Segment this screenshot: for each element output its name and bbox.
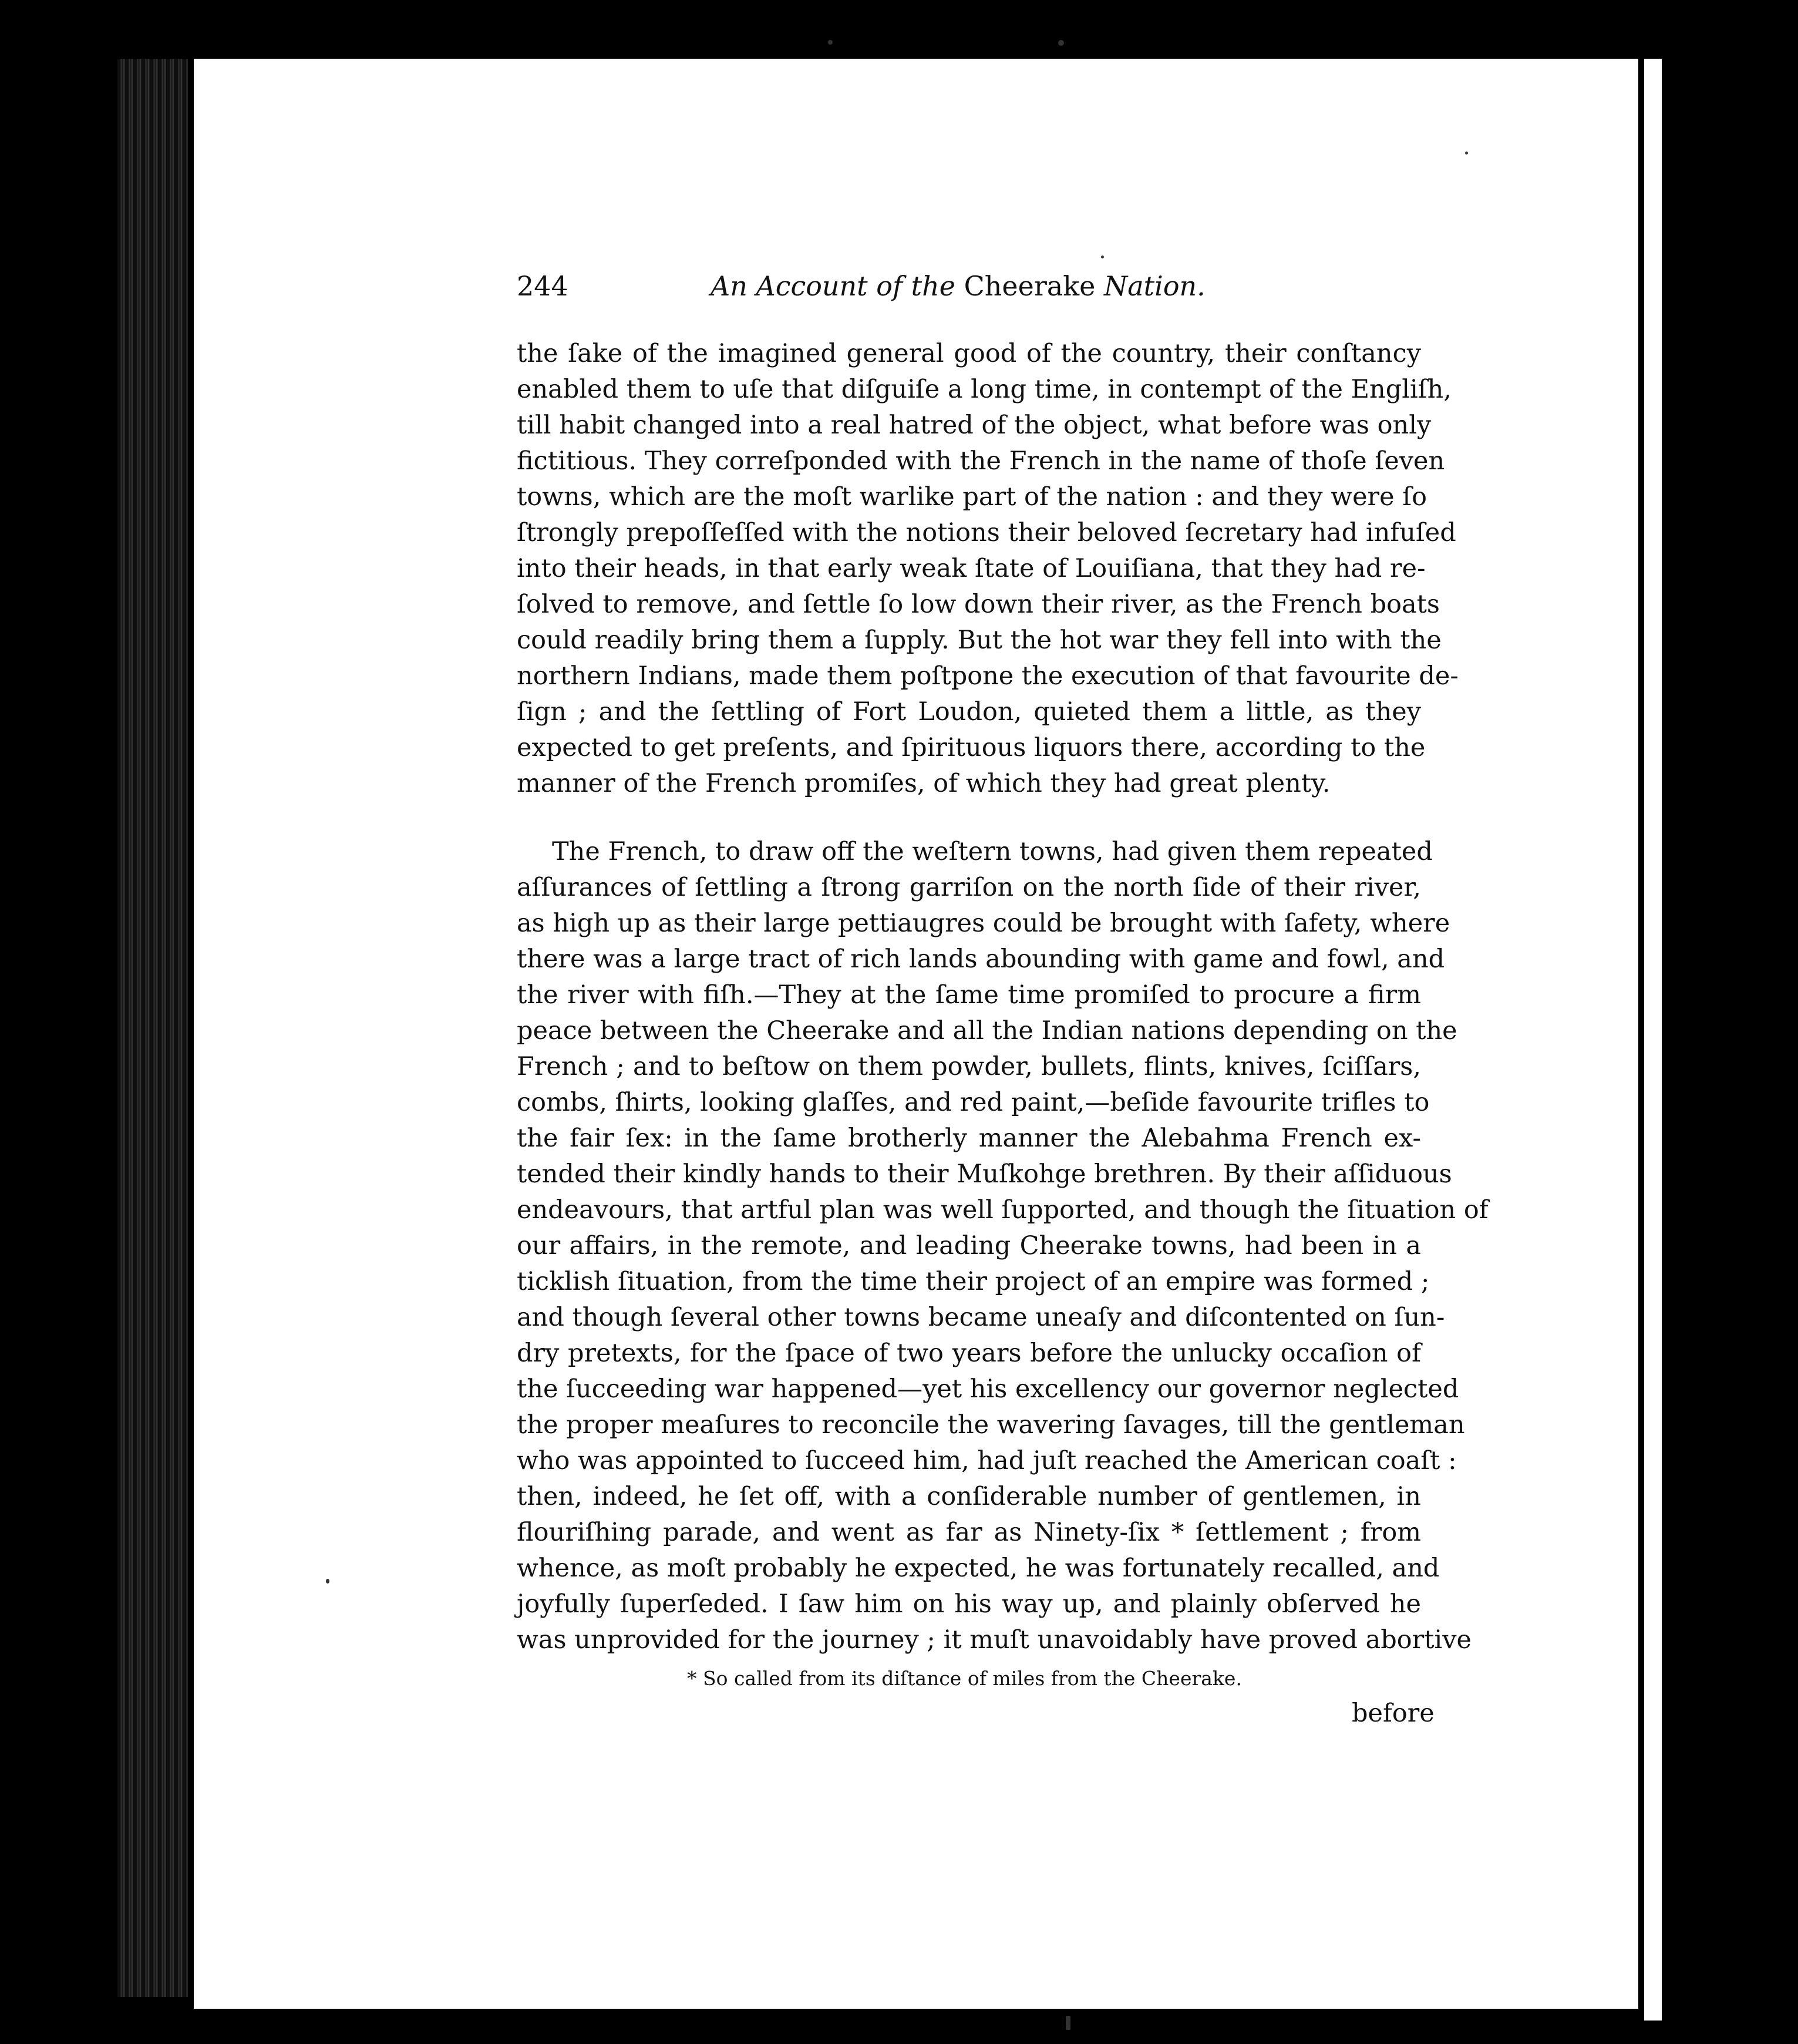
text-line: ſign ; and the ſettling of Fort Loudon, quieted them a little, as they <box>517 697 1421 727</box>
footnote: * So called from its diſtance of miles from the Cheerake. <box>687 1667 1242 1690</box>
running-title-italic-end: Nation. <box>1103 270 1206 302</box>
text-line: and though ſeveral other towns became uneaſy and diſcontented on ſun- <box>517 1303 1445 1332</box>
text-line: towns, which are the moſt warlike part of the nation : and they were ſo <box>517 482 1427 512</box>
running-title-italic: An Account of the <box>711 270 955 302</box>
text-line: fictitious. They correſponded with the French in the name of thoſe ſeven <box>517 446 1445 476</box>
facing-page-edge <box>1644 59 1662 2021</box>
text-line: endeavours, that artful plan was well ſupported, and though the ſituation of <box>517 1195 1489 1225</box>
text-line: was unprovided for the journey ; it muſt unavoidably have proved abortive <box>517 1625 1472 1655</box>
running-head <box>517 270 1233 311</box>
text-line: The French, to draw off the weſtern towns, had given them repeated <box>552 837 1433 866</box>
text-line: who was appointed to ſucceed him, had juſt reached the American coaſt : <box>517 1446 1457 1475</box>
text-line: ſtrongly prepoſſeſſed with the notions their beloved ſecretary had infuſed <box>517 518 1456 547</box>
scan-speck <box>828 40 833 45</box>
scan-speck <box>326 1579 329 1584</box>
scan-speck <box>1465 152 1468 154</box>
text-line: enabled them to uſe that diſguiſe a long time, in contempt of the Engliſh, <box>517 375 1452 404</box>
text-line: as high up as their large pettiaugres could be brought with ſafety, where <box>517 909 1450 938</box>
text-line: whence, as moſt probably he expected, he was fortunately recalled, and <box>517 1554 1440 1583</box>
text-line: the ſucceeding war happened—yet his excellency our governor neglected <box>517 1374 1459 1404</box>
text-line: northern Indians, made them poſtpone the execution of that favourite de- <box>517 661 1459 691</box>
scan-speck <box>1101 256 1104 258</box>
text-line: aſſurances of ſettling a ſtrong garriſon on the north ſide of their river, <box>517 873 1421 902</box>
text-line: French ; and to beſtow on them powder, bullets, flints, knives, ſciſſars, <box>517 1052 1421 1081</box>
text-line: the proper meaſures to reconcile the wavering ſavages, till the gentleman <box>517 1410 1465 1440</box>
text-line: there was a large tract of rich lands abounding with game and fowl, and <box>517 944 1445 974</box>
paragraph-1 <box>517 336 1459 802</box>
text-line: expected to get preſents, and ſpirituous liquors there, according to the <box>517 733 1426 762</box>
text-line: the ſake of the imagined general good of the country, their conſtancy <box>517 339 1421 368</box>
catchword: before <box>1352 1699 1435 1728</box>
paragraph-2 <box>517 834 1489 1658</box>
text-line: the river with fiſh.—They at the ſame time promiſed to procure a firm <box>517 980 1421 1010</box>
text-line: manner of the French promiſes, of which they had great plenty. <box>517 769 1331 798</box>
text-line: till habit changed into a real hatred of the object, what before was only <box>517 411 1432 440</box>
scan-speck <box>1066 2016 1070 2030</box>
text-line: ſolved to remove, and ſettle ſo low down their river, as the French boats <box>517 590 1440 619</box>
text-line: joyfully ſuperſeded. I ſaw him on his way up, and plainly obſerved he <box>517 1589 1421 1619</box>
running-title-nation-name: Cheerake <box>964 270 1096 302</box>
text-line: peace between the Cheerake and all the Indian nations depending on the <box>517 1016 1457 1045</box>
text-line: ticklish ſituation, from the time their project of an empire was formed ; <box>517 1267 1430 1296</box>
text-line: flouriſhing parade, and went as far as Ninety-ſix * ſettlement ; from <box>517 1518 1421 1547</box>
running-title <box>711 270 1206 302</box>
text-line: then, indeed, he ſet off, with a conſiderable number of gentlemen, in <box>517 1482 1421 1511</box>
text-line: into their heads, in that early weak ſtate of Louiſiana, that they had re- <box>517 554 1426 583</box>
text-line: the fair ſex: in the ſame brotherly manner the Alebahma French ex- <box>517 1124 1421 1153</box>
text-line: tended their kindly hands to their Muſkohge brethren. By their aſſiduous <box>517 1159 1452 1189</box>
text-line: could readily bring them a ſupply. But the hot war they fell into with the <box>517 626 1442 655</box>
text-line: dry pretexts, for the ſpace of two years before the unlucky occaſion of <box>517 1339 1421 1368</box>
text-line: our affairs, in the remote, and leading Cheerake towns, had been in a <box>517 1231 1421 1260</box>
text-line: combs, ſhirts, looking glaſſes, and red paint,—beſide favourite trifles to <box>517 1088 1430 1117</box>
book-binding-edge <box>117 59 188 1997</box>
scan-speck <box>1058 40 1064 46</box>
page-number: 244 <box>517 270 568 302</box>
